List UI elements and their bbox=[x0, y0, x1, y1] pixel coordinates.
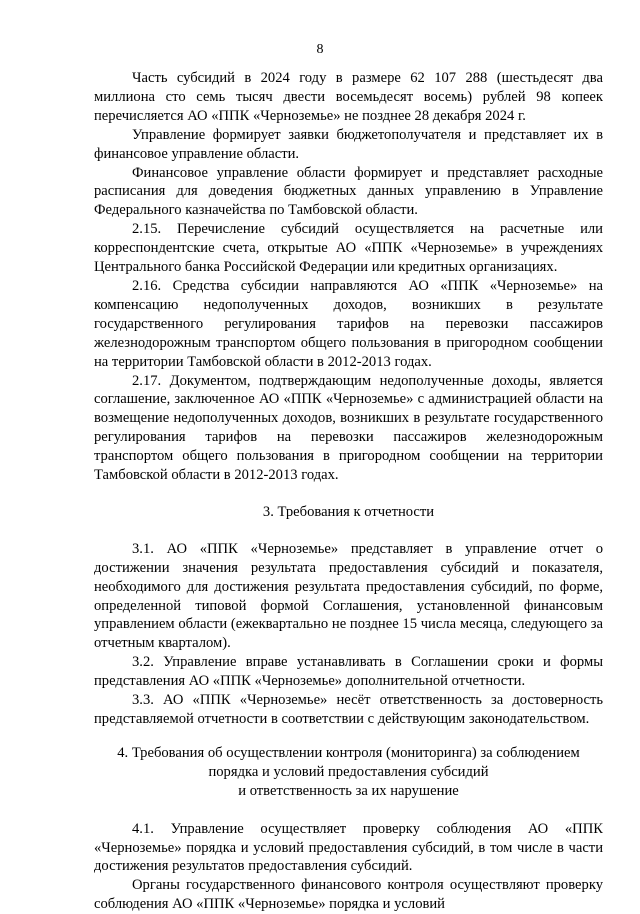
paragraph-3-2: 3.2. Управление вправе устанавливать в Соглашении сроки и формы представления АО «ППК «Черноземье» дополнительной отчетности. bbox=[94, 654, 603, 690]
paragraph-2-16: 2.16. Средства субсидии направляются АО «ППК «Черноземье» на компенсацию недополученных доходов, возникших в результате государственного регулирования тарифов на перевозки пассажиров железнодорожным транспортом общего пользования в пригородном сообщении на территории Тамбовской области в 2012-2013 годах. bbox=[94, 277, 603, 370]
paragraph-3-3: 3.3. АО «ППК «Черноземье» несёт ответственность за достоверность представляемой отчетности в соответствии с действующим законодательством. bbox=[94, 692, 603, 727]
paragraph-4-1: 4.1. Управление осуществляет проверку соблюдения АО «ППК «Черноземье» порядка и условий предоставления субсидий, в том числе в части достижения результатов предоставления субсидий. bbox=[94, 820, 603, 875]
paragraph-subsidy-amount-2024: Часть субсидий в 2024 году в размере 62 107 288 (шестьдесят два миллиона сто семь тысяч двести восемьдесят восемь) рублей 98 копеек перечисляется АО «ППК «Черноземье» не позднее 28 декабря 2024 г. bbox=[94, 70, 603, 124]
document-body bbox=[94, 69, 603, 914]
section-4-title-line-1: 4. Требования об осуществлении контроля (мониторинга) за соблюдением bbox=[117, 744, 580, 761]
paragraph-expense-schedules: Финансовое управление области формирует и представляет расходные расписания для доведения бюджетных данных управлению в Управление Федерального казначейства по Тамбовской области. bbox=[94, 164, 603, 219]
page-number: 8 bbox=[316, 42, 324, 57]
paragraph-budget-requests: Управление формирует заявки бюджетополучателя и представляет их в финансовое управление области. bbox=[94, 126, 603, 162]
section-3-title: 3. Требования к отчетности bbox=[262, 503, 435, 520]
paragraph-3-1: 3.1. АО «ППК «Черноземье» представляет в управление отчет о достижении значения результата предоставления субсидий и показателя, необходимого для достижения результата предоставления субсидий, по форме, определенной типовой формой Соглашения, установленной финансовым управлением области (ежеквартально не позднее 15 числа месяца, следующего за отчетным кварталом). bbox=[94, 540, 603, 652]
paragraph-2-17: 2.17. Документом, подтверждающим недополученные доходы, является соглашение, заключенное АО «ППК «Черноземье» с администрацией области на возмещение недополученных доходов, возникших в результате государственного регулирования тарифов на перевозки пассажиров железнодорожным транспортом общего пользования в пригородном сообщении на территории Тамбовской области в 2012-2013 годах. bbox=[94, 372, 603, 484]
paragraph-2-15: 2.15. Перечисление субсидий осуществляется на расчетные или корреспондентские счета, открытые АО «ППК «Черноземье» в учреждениях Центрального банка Российской Федерации или кредитных организациях. bbox=[94, 221, 603, 276]
section-4-title-line-2: порядка и условий предоставления субсидий bbox=[208, 763, 489, 780]
section-4-title-line-3: и ответственность за их нарушение bbox=[238, 782, 459, 799]
section-4-title bbox=[94, 744, 603, 801]
paragraph-state-financial-control: Органы государственного финансового контроля осуществляют проверку соблюдения АО «ППК «Черноземье» порядка и условий bbox=[94, 877, 603, 913]
